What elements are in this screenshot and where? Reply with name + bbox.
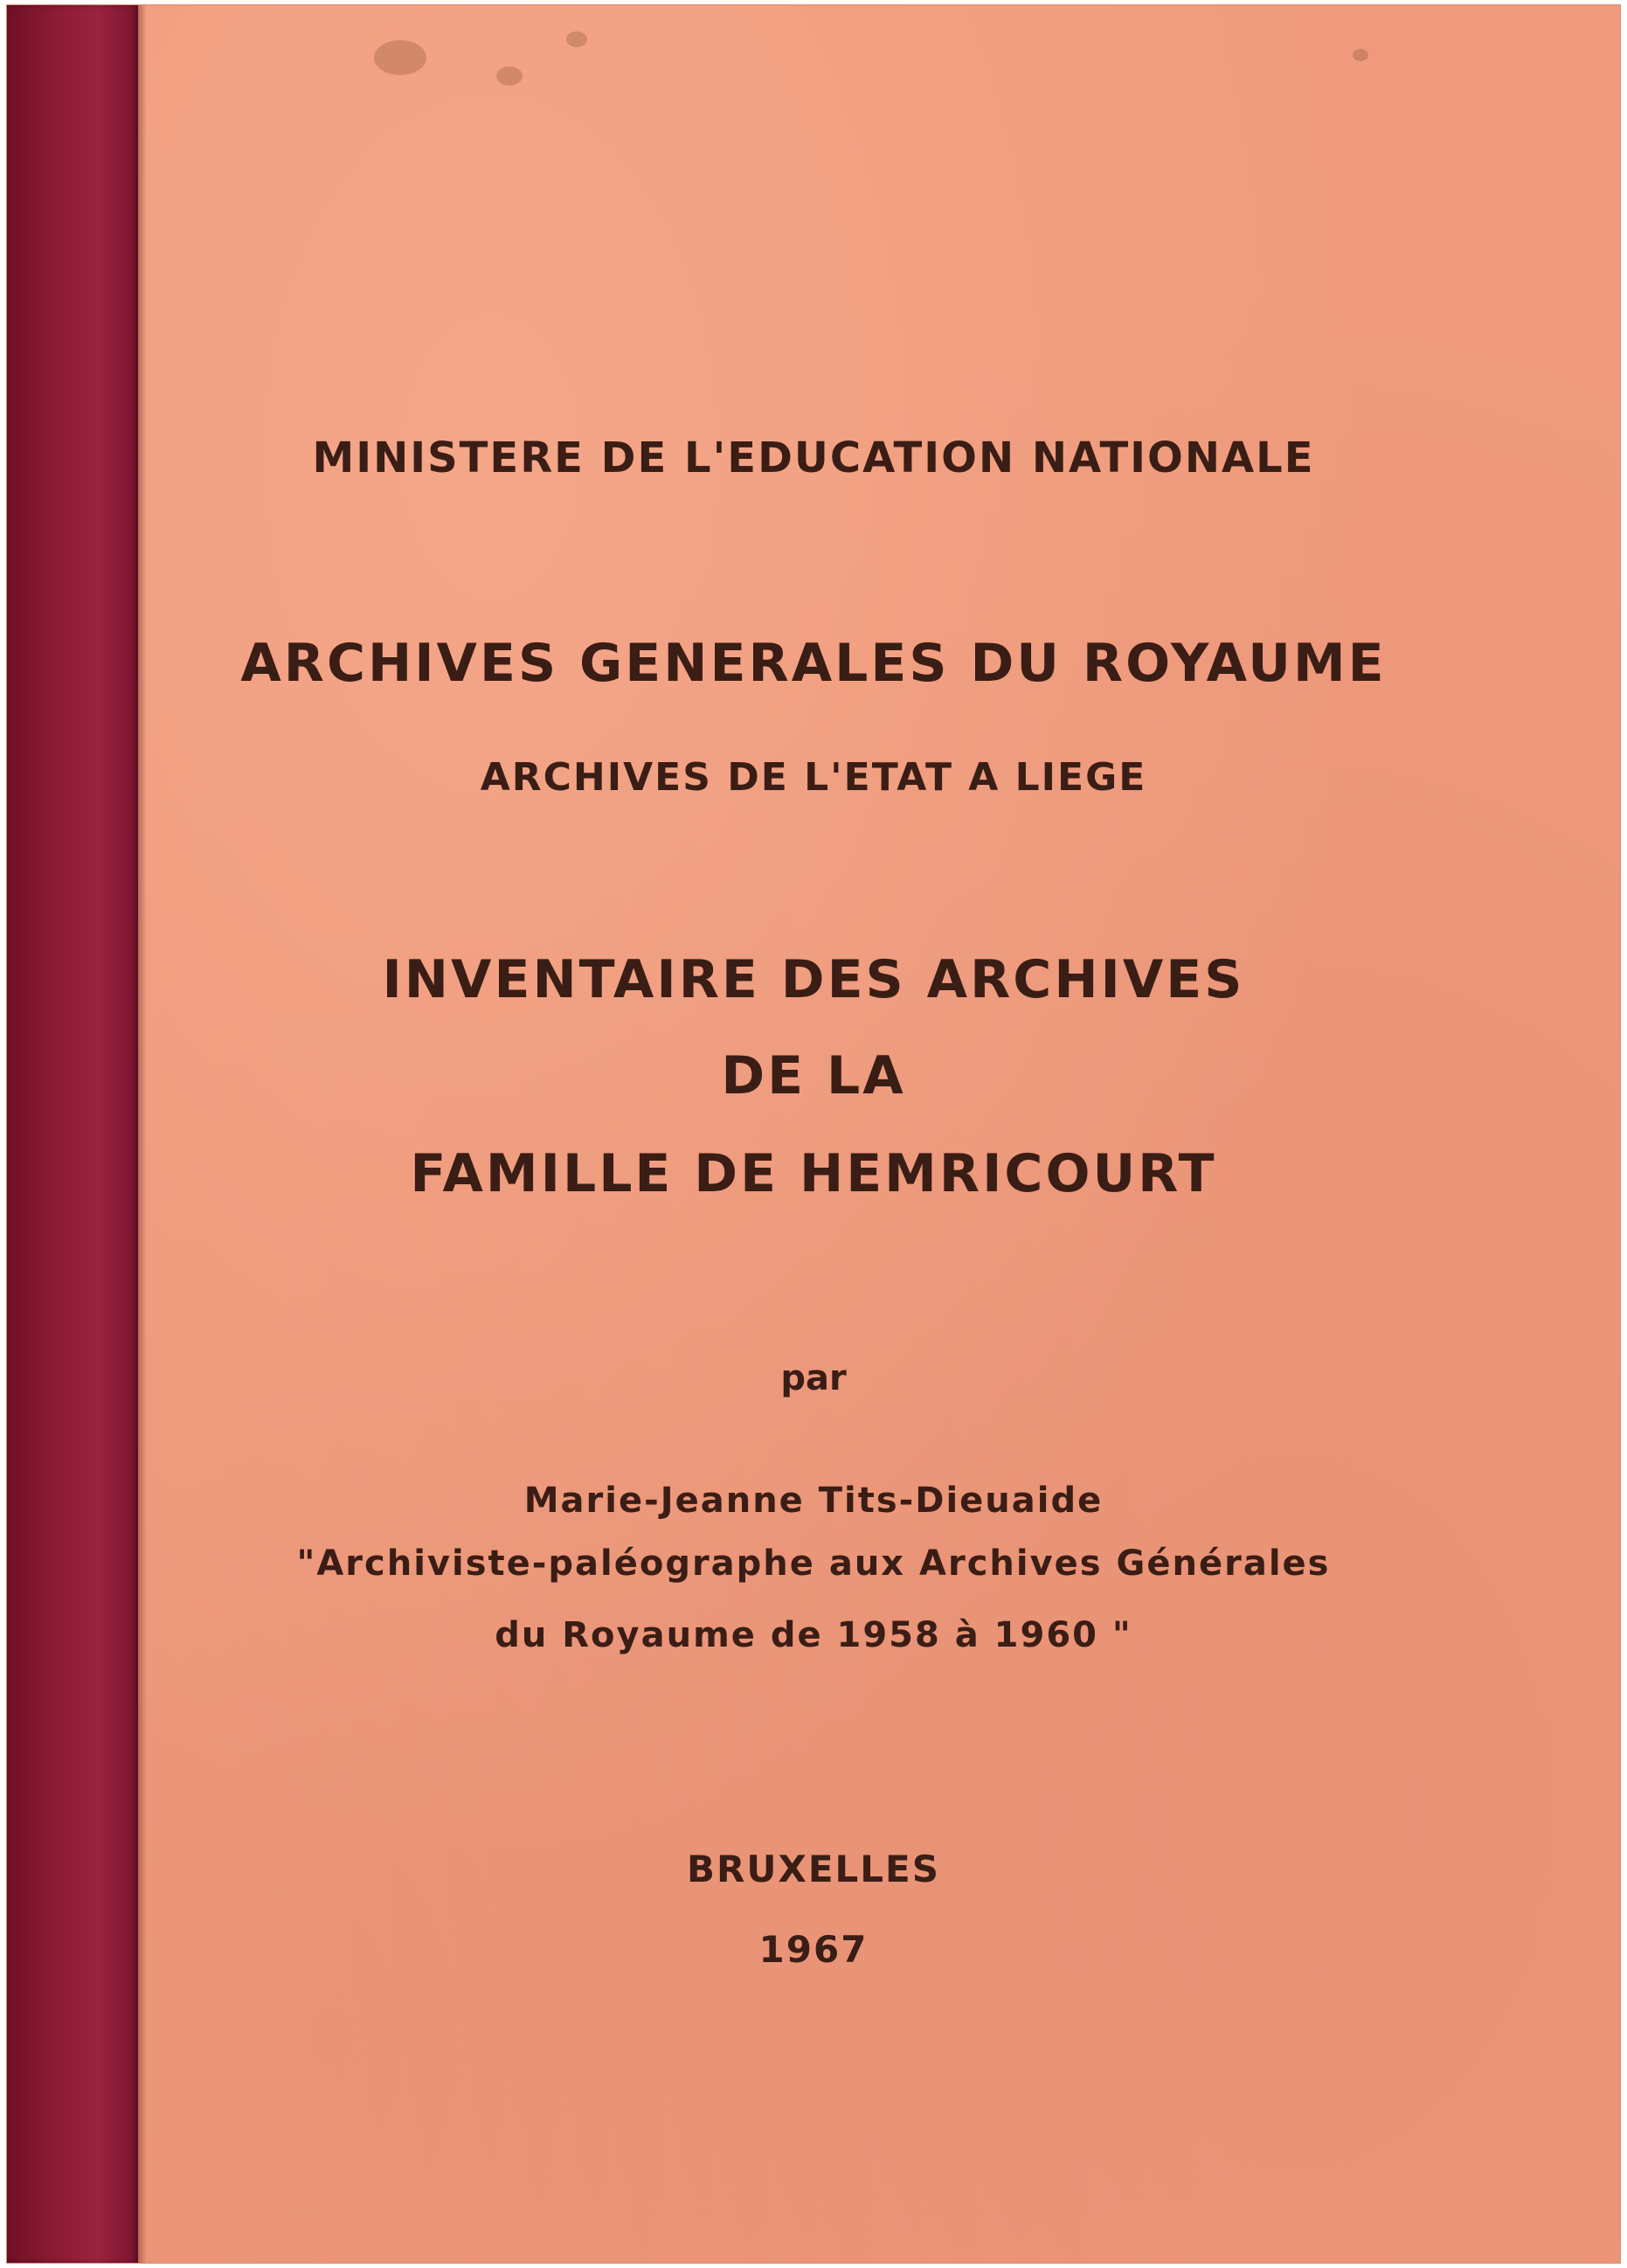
by-label: par [780,1358,847,1398]
paper-stain [566,31,587,47]
author-credential-line-1: "Archiviste-paléographe aux Archives Générales [296,1543,1331,1584]
paper-stain [496,66,523,86]
department-heading: ARCHIVES DE L'ETAT A LIEGE [480,755,1147,800]
title-line-3: FAMILLE DE HEMRICOURT [410,1143,1217,1204]
cloth-spine [7,5,138,2263]
title-line-2: DE LA [721,1045,906,1106]
publication-year: 1967 [758,1928,869,1971]
spine-shadow [138,5,147,2263]
paper-stain [374,40,426,75]
author-credential-line-2: du Royaume de 1958 à 1960 " [495,1615,1132,1655]
ministry-heading: MINISTERE DE L'EDUCATION NATIONALE [312,433,1315,482]
publication-city: BRUXELLES [687,1848,940,1890]
author-name: Marie-Jeanne Tits-Dieuaide [523,1481,1104,1521]
book-cover [7,5,1620,2263]
title-line-1: INVENTAIRE DES ARCHIVES [382,949,1245,1010]
paper-stain [1353,49,1368,61]
institution-heading: ARCHIVES GENERALES DU ROYAUME [240,633,1387,694]
